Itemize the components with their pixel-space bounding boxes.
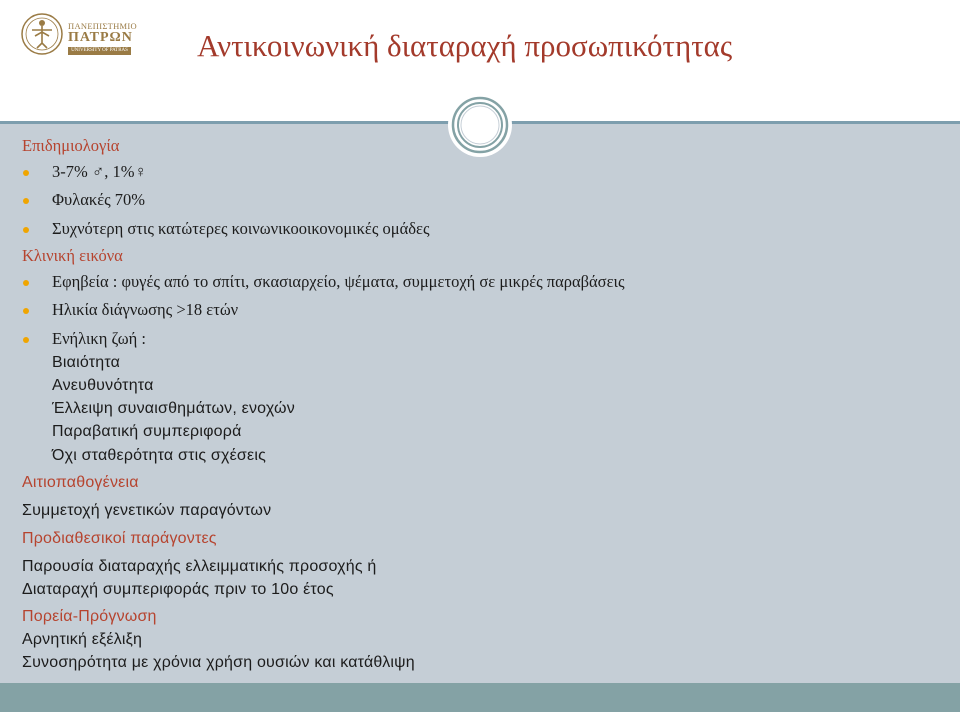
prognosis-line-2: Συνοσηρότητα με χρόνια χρήση ουσιών και κατάθλιψη: [22, 654, 415, 671]
slide-footer-bar: [0, 683, 960, 712]
section-heading-etiopathogenesis: Αιτιοπαθογένεια: [22, 474, 139, 491]
bullet-icon: [23, 337, 29, 343]
logo-main-text: ΠΑΤΡΩΝ: [68, 30, 133, 45]
bullet-icon: [23, 170, 29, 176]
bullet-icon: [23, 227, 29, 233]
section-heading-predisposing: Προδιαθεσικοί παράγοντες: [22, 530, 217, 547]
epidemiology-bullet-2: Φυλακές 70%: [52, 190, 146, 209]
section-heading-epidemiology: Επιδημιολογία: [22, 136, 120, 155]
epidemiology-bullet-3: Συχνότερη στις κατώτερες κοινωνικοοικονομικές ομάδες: [52, 219, 430, 238]
adult-item-4: Παραβατική συμπεριφορά: [52, 423, 242, 440]
logo-sub-text: UNIVERSITY OF PATRAS: [68, 47, 131, 55]
epidemiology-bullet-1: 3-7% ♂, 1%♀: [52, 162, 147, 181]
adult-item-3: Έλλειψη συναισθημάτων, ενοχών: [52, 400, 295, 417]
bullet-icon: [23, 198, 29, 204]
circle-ornament-icon: [447, 92, 513, 158]
predisposing-line-2: Διαταραχή συμπεριφοράς πριν το 10ο έτος: [22, 581, 334, 598]
adult-item-5: Όχι σταθερότητα στις σχέσεις: [52, 447, 267, 464]
predisposing-line-1: Παρουσία διαταραχής ελλειμματικής προσοχής ή: [22, 558, 377, 575]
logo-top-text: ΠΑΝΕΠΙΣΤΗΜΙΟ: [68, 21, 137, 31]
clinical-bullet-2: Ηλικία διάγνωσης >18 ετών: [52, 300, 239, 319]
clinical-bullet-1: Εφηβεία : φυγές από το σπίτι, σκασιαρχείο, ψέματα, συμμετοχή σε μικρές παραβάσεις: [52, 272, 625, 291]
bullet-icon: [23, 280, 29, 286]
section-heading-prognosis: Πορεία-Πρόγνωση: [22, 608, 157, 625]
prognosis-line-1: Αρνητική εξέλιξη: [22, 631, 143, 648]
slide-title: Αντικοινωνική διαταραχή προσωπικότητας: [197, 28, 733, 63]
adult-item-2: Ανευθυνότητα: [52, 377, 154, 394]
bullet-icon: [23, 308, 29, 314]
section-heading-clinical: Κλινική εικόνα: [22, 246, 123, 265]
university-logo: [20, 12, 137, 60]
adult-item-1: Βιαιότητα: [52, 354, 121, 371]
clinical-bullet-3: Ενήλικη ζωή :: [52, 329, 146, 348]
university-emblem-icon: [20, 12, 64, 60]
etiopathogenesis-line-1: Συμμετοχή γενετικών παραγόντων: [22, 502, 272, 519]
